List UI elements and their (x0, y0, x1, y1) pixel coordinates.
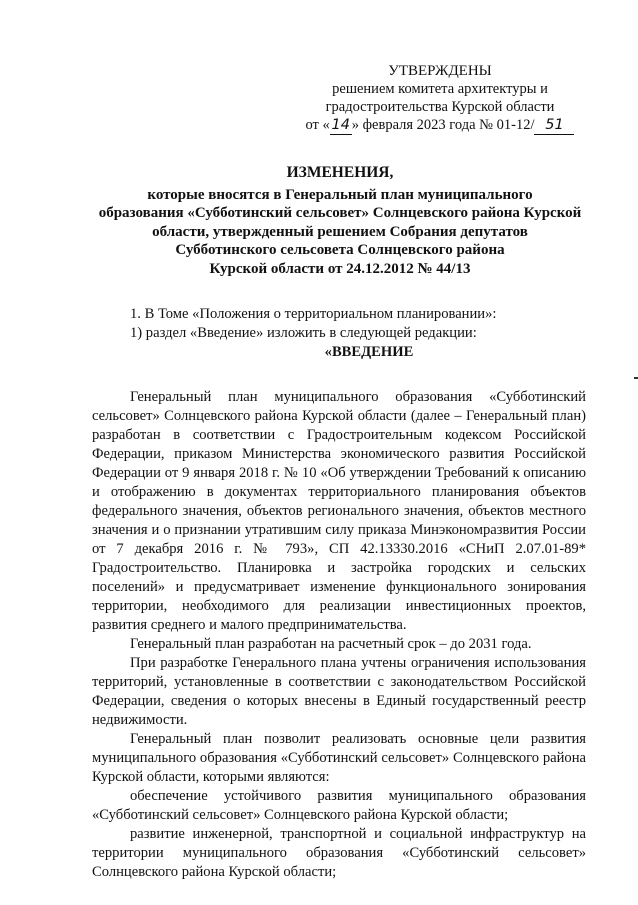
approval-date-line (290, 116, 590, 135)
date-suffix: » февраля 2023 года № 01-12/ (351, 117, 535, 133)
approval-block (290, 62, 590, 135)
handwritten-day: 14 (331, 117, 350, 133)
scan-speck (634, 377, 638, 379)
spacer (92, 368, 586, 388)
approval-line-1: решением комитета архитектуры и (332, 81, 548, 97)
title-line-5: Субботинского сельсовета Солнцевского района (175, 242, 505, 259)
paragraph: обеспечение устойчивого развития муниципального образования «Субботинский сельсовет» Солнцевского района Курской области; (92, 788, 586, 823)
document-body (92, 305, 586, 882)
paragraph: При разработке Генерального плана учтены ограничения использования территорий, установленные в соответствии с законодательством Российской Федерации, сведения о которых внесены в Единый государственный реестр недвижимости. (92, 655, 586, 728)
paragraph: Генеральный план разработан на расчетный срок – до 2031 года. (130, 636, 532, 652)
title-line-2: которые вносятся в Генеральный план муниципального (147, 186, 533, 203)
title-line-3: образования «Субботинский сельсовет» Солнцевского района Курской (98, 205, 582, 222)
item-2: 1) раздел «Введение» изложить в следующей редакции: (130, 325, 477, 341)
approval-line-2: градостроительства Курской области (325, 99, 555, 115)
handwritten-number: 51 (534, 116, 574, 135)
approval-heading: УТВЕРЖДЕНЫ (388, 63, 492, 79)
title-line-1: ИЗМЕНЕНИЯ, (286, 164, 394, 181)
document-title (60, 164, 620, 279)
paragraph: Генеральный план позволит реализовать основные цели развития муниципального образования «Субботинский сельсовет» Солнцевского района Курской области, которыми являются: (92, 731, 586, 785)
title-line-4: области, утвержденный решением Собрания депутатов (152, 223, 528, 240)
title-line-6: Курской области от 24.12.2012 № 44/13 (209, 260, 471, 277)
paragraph: Генеральный план муниципального образования «Субботинский сельсовет» Солнцевского района Курской области (далее – Генеральный план) разработан в соответствии с Градостроительным кодексом Российской Федерации, приказом Министерства экономического развития Российской Федерации от 9 января 2018 г. № 10 «Об утверждении Требований к описанию и отображению в документах территориального планирования объектов федерального значения, объектов регионального значения, объектов местного значения и о признании утратившим силу приказа Минэкономразвития России от 7 декабря 2016 г. № 793», СП 42.13330.2016 «СНиП 2.07.01-89* Градостроительство. Планировка и застройка городских и сельских поселений» и предусматривает изменение функционального зонирования территории, необходимого для реализации инвестиционных проектов, развития среднего и малого предпринимательства. (92, 389, 586, 633)
item-1: 1. В Томе «Положения о территориальном планировании»: (130, 306, 497, 322)
section-heading: «ВВЕДЕНИЕ (324, 344, 414, 360)
date-prefix: от « (305, 117, 330, 133)
paragraph: развитие инженерной, транспортной и социальной инфраструктур на территории муниципального образования «Субботинский сельсовет» Солнцевского района Курской области; (92, 826, 586, 880)
